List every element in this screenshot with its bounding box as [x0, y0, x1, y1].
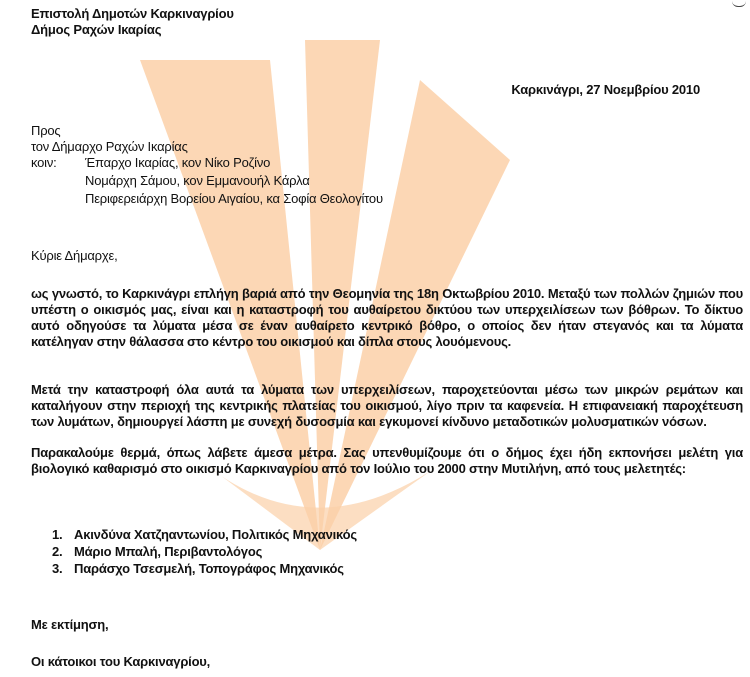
consultants-list: [52, 527, 357, 578]
signature: Οι κάτοικοι του Καρκιναγρίου,: [31, 654, 211, 669]
list-item-text: Ακινδύνα Χατζηαντωνίου, Πολιτικός Μηχανικός: [74, 527, 357, 542]
list-item-text: Μάριο Μπαλή, Περιβαντολόγος: [74, 544, 263, 559]
letter-date: Καρκινάγρι, 27 Νοεμβρίου 2010: [511, 82, 700, 97]
list-item-text: Παράσχο Τσεσμελή, Τοπογράφος Μηχανικός: [74, 561, 344, 576]
list-item: [52, 561, 357, 578]
municipality-line: Δήμος Ραχών Ικαρίας: [31, 22, 162, 37]
cc-label: κοιν:: [31, 155, 57, 170]
cc-recipient: Έπαρχο Ικαρίας, κον Νίκο Ροζίνο: [85, 155, 271, 170]
to-recipient: τον Δήμαρχο Ραχών Ικαρίας: [31, 139, 188, 154]
letter-title: Επιστολή Δημοτών Καρκιναγρίου: [31, 6, 234, 21]
closing: Με εκτίμηση,: [31, 617, 109, 632]
to-label: Προς: [31, 123, 61, 138]
body-paragraph: Παρακαλούμε θερμά, όπως λάβετε άμεσα μέτρα. Σας υπενθυμίζουμε ότι ο δήμος έχει ήδη εκπονήσει μελέτη για βιολογικό καθαρισμό στο οικισμό Καρκιναγρίου από τον Ιούλιο του 2000 στην Μυτιλήνη, από τους μελετητές:: [31, 445, 743, 476]
body-paragraph: ως γνωστό, το Καρκινάγρι επλήγη βαριά από την Θεομηνία της 18η Οκτωβρίου 2010. Μεταξύ των πολλών ζημιών που υπέστη ο οικισμός μας, είναι και η καταστροφή του αυθαίρετου δικτύου των υπερχειλίσεων των βόθρων. Το δίκτυο αυτό οδηγούσε τα λύματα μέσα σε έναν αυθαίρετο κεντρικό βόθρο, ο οποίος δεν ήταν στεγανός και τα λύματα κατέληγαν στην θάλασσα στο κέντρο του οικισμού και δίπλα στους λουόμενους.: [31, 286, 743, 349]
list-item: [52, 544, 357, 561]
corner-scan-mark: [732, 0, 746, 7]
list-item: [52, 527, 357, 544]
list-item-number: 1.: [52, 527, 63, 542]
body-paragraph: Μετά την καταστροφή όλα αυτά τα λύματα των υπερχειλίσεων, παροχετεύονται μέσω των μικρών ρεμάτων και καταλήγουν στην περιοχή της κεντρικής πλατείας του οικισμού, λίγο πριν τα καφενεία. Η επιφανειακή παροχέτευση των λυμάτων, δημιουργεί λάσπη με συνεχή δυσοσμία και εγκυμονεί κίνδυνο μεταδοτικών μολυσματικών νόσων.: [31, 382, 743, 429]
list-item-number: 2.: [52, 544, 63, 559]
salutation: Κύριε Δήμαρχε,: [31, 248, 118, 263]
list-item-number: 3.: [52, 561, 63, 576]
cc-recipient: Νομάρχη Σάμου, κον Εμμανουήλ Κάρλα: [85, 173, 310, 188]
cc-recipient: Περιφερειάρχη Βορείου Αιγαίου, κα Σοφία Θεολογίτου: [85, 191, 383, 206]
